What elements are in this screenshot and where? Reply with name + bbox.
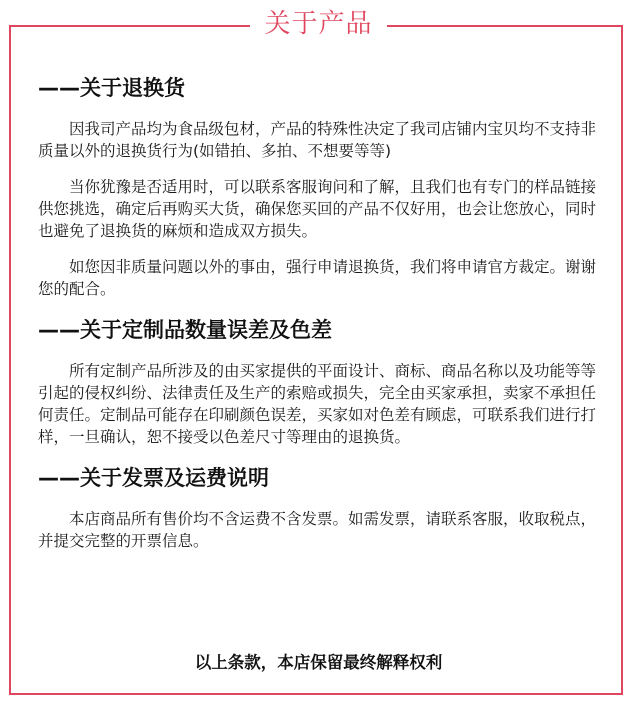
- returns-paragraph-1: 因我司产品均为食品级包材，产品的特殊性决定了我司店铺内宝贝均不支持非质量以外的退换货行为(如错拍、多拍、不想要等等): [38, 120, 597, 160]
- section-heading-invoice: ——关于发票及运费说明: [38, 466, 269, 490]
- section-heading-custom: ——关于定制品数量误差及色差: [38, 318, 332, 342]
- title-wrap: [0, 6, 637, 42]
- custom-paragraph-1: 所有定制产品所涉及的由买家提供的平面设计、商标、商品名称以及功能等等引起的侵权纠纷、法律责任及生产的索赔或损失，完全由买家承担，卖家不承担任何责任。定制品可能存在印刷颜色误差，买家如对色差有顾虑，可联系我们进行打样，一旦确认，恕不接受以色差尺寸等理由的退换货。: [38, 362, 597, 446]
- content-body: [38, 72, 598, 552]
- footer-note: 以上条款，本店保留最终解释权利: [194, 653, 443, 672]
- section-heading-returns: ——关于退换货: [38, 76, 185, 100]
- invoice-paragraph-1: 本店商品所有售价均不含运费不含发票。如需发票，请联系客服，收取税点，并提交完整的开票信息。: [38, 510, 597, 550]
- page-title: 关于产品: [250, 6, 386, 42]
- returns-paragraph-3: 如您因非质量问题以外的事由，强行申请退换货，我们将申请官方裁定。谢谢您的配合。: [38, 258, 597, 298]
- returns-paragraph-2: 当你犹豫是否适用时，可以联系客服询问和了解，且我们也有专门的样品链接供您挑选，确定后再购买大货，确保您买回的产品不仅好用，也会让您放心，同时也避免了退换货的麻烦和造成双方损失。: [38, 178, 597, 240]
